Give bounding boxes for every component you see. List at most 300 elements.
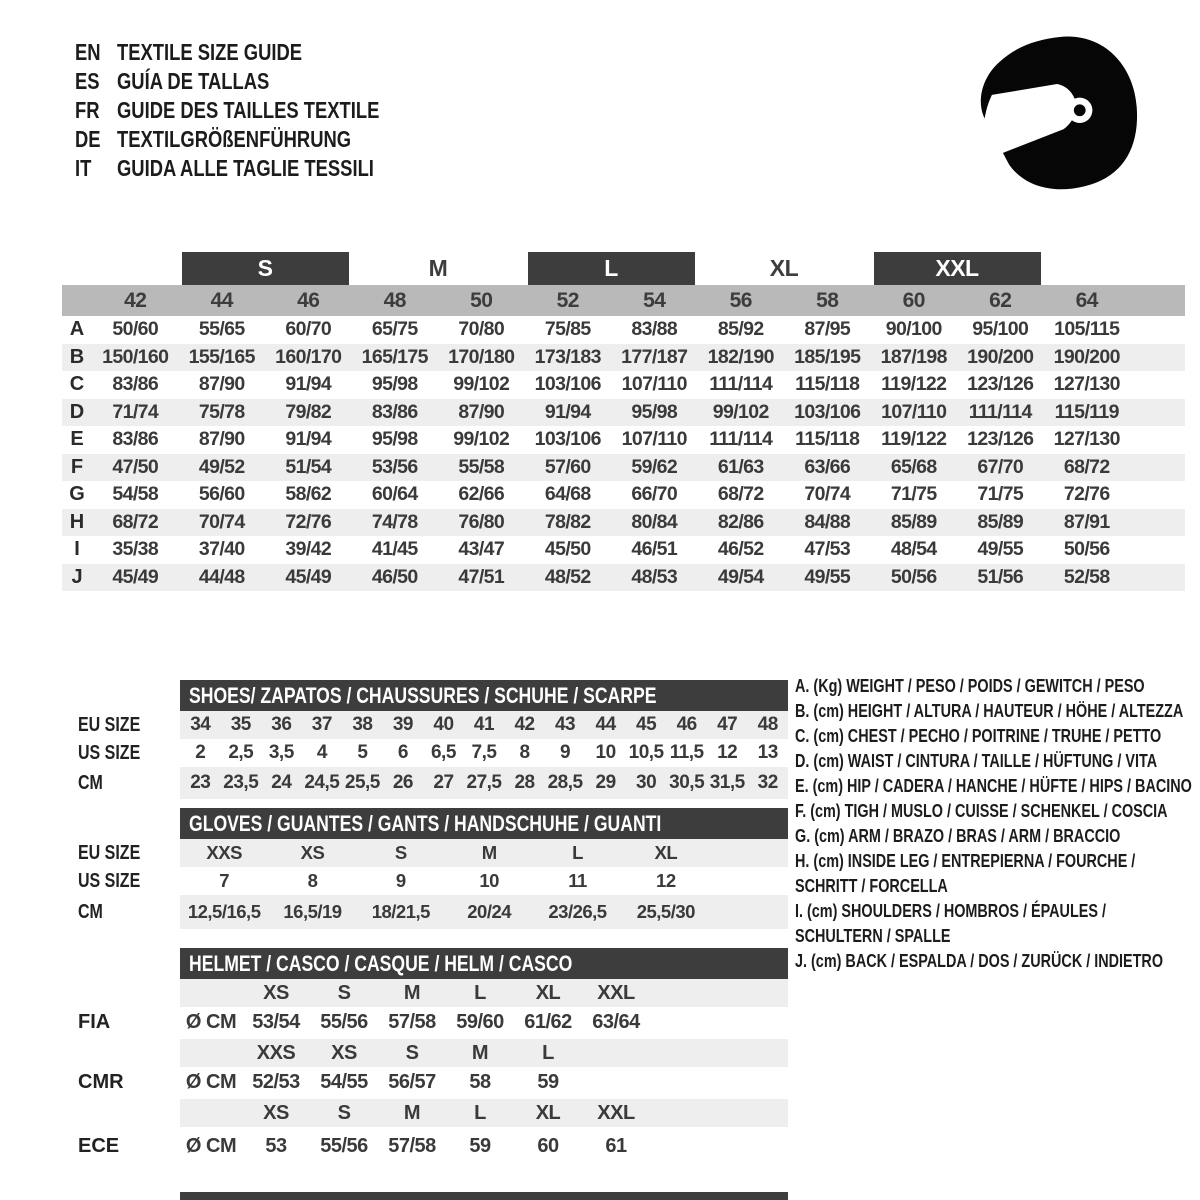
numeric-size-band [62, 285, 1185, 316]
table-row-us-size [180, 739, 788, 767]
size-cell: 52/58 [1063, 565, 1110, 588]
helmet-value-cells [180, 1007, 788, 1037]
shoes-section-header [180, 680, 788, 711]
size-cell: 95/100 [972, 318, 1029, 341]
legend-line-text: G. (cm) ARM / BRAZO / BRAS / ARM / BRACCIO [795, 826, 1121, 846]
size-cell: 37/40 [198, 538, 245, 561]
size-cell: 48/54 [890, 538, 937, 561]
size-cell: 54/58 [112, 483, 159, 506]
size-cell: 85/89 [977, 510, 1024, 533]
value-cell: 20/24 [467, 901, 512, 922]
helmet-size-label: S [405, 1041, 419, 1064]
size-cell: 99/102 [453, 373, 510, 396]
size-row-g [62, 481, 1185, 509]
legend-line [795, 724, 1200, 749]
size-cell: 75/78 [198, 400, 245, 423]
size-cell: 49/55 [977, 538, 1024, 561]
value-cell: XL [654, 842, 678, 863]
size-cell: 65/75 [371, 318, 418, 341]
size-row-label: G [69, 483, 85, 506]
size-cell: 190/200 [1053, 345, 1120, 368]
value-cell: 41 [473, 714, 495, 735]
language-row [75, 67, 445, 96]
size-cell: 185/195 [794, 345, 861, 368]
size-cell: 72/76 [285, 510, 332, 533]
language-row [75, 154, 445, 183]
size-cell: 115/119 [1054, 400, 1119, 423]
helmet-value-cell: 61 [605, 1134, 627, 1157]
helmet-size-label: L [474, 981, 486, 1004]
size-cell: 59/62 [631, 455, 678, 478]
value-cell: XXS [206, 842, 242, 863]
helmet-value-cell: 56/57 [388, 1070, 436, 1093]
language-title [117, 39, 348, 66]
legend-item-j [795, 949, 1200, 974]
legend-line-text: C. (cm) CHEST / PECHO / POITRINE / TRUHE / PETTO [795, 726, 1162, 746]
size-row-c [62, 371, 1185, 399]
value-cell: 23/26,5 [548, 901, 607, 922]
helmet-size-label: XS [263, 1101, 289, 1124]
language-title-text: TEXTILE SIZE GUIDE [117, 39, 303, 65]
size-cell: 63/66 [804, 455, 851, 478]
language-code-text: IT [75, 155, 92, 181]
helmet-size-band-cmr [180, 1039, 788, 1067]
size-row-label: E [70, 428, 84, 451]
size-cell: 67/70 [977, 455, 1024, 478]
size-cell: 70/74 [198, 510, 245, 533]
helmet-size-label: L [542, 1041, 554, 1064]
table-row-eu-size [180, 711, 788, 739]
size-cell: 50/60 [112, 318, 159, 341]
legend-item-b [795, 699, 1200, 724]
size-cell: 47/51 [458, 565, 505, 588]
value-cell: 6,5 [430, 742, 456, 763]
legend-line [795, 774, 1200, 799]
size-row-label: J [71, 565, 83, 588]
helmet-value-cell: 57/58 [388, 1134, 436, 1157]
size-cell: 56/60 [198, 483, 245, 506]
size-cell: 85/92 [717, 318, 764, 341]
row-cells [180, 739, 788, 767]
size-cell: 39/42 [285, 538, 332, 561]
value-cell: 9 [395, 870, 406, 891]
size-cell: 80/84 [631, 510, 678, 533]
helmet-size-label: XXL [597, 1101, 635, 1124]
value-cell: 38 [352, 714, 373, 735]
language-code [75, 68, 117, 95]
diameter-unit-label: Ø CM [185, 1134, 237, 1157]
legend-line [795, 949, 1200, 974]
helmet-band-cells [180, 979, 788, 1007]
value-cell: 2 [195, 742, 206, 763]
size-cell: 49/55 [804, 565, 851, 588]
row-label-cm [78, 895, 109, 929]
size-cell: 84/88 [804, 510, 851, 533]
size-cell: 68/72 [112, 510, 159, 533]
size-cell: 49/54 [717, 565, 764, 588]
shoes-section-title: SHOES/ ZAPATOS / CHAUSSURES / SCHUHE / SCARPE [189, 682, 657, 708]
legend-item-c [795, 724, 1200, 749]
size-cell: 68/72 [1063, 455, 1110, 478]
size-row-d [62, 399, 1185, 427]
value-cell: 26 [392, 772, 413, 793]
size-group-s: S [182, 252, 349, 285]
value-cell: 24,5 [304, 772, 340, 793]
legend-line [795, 799, 1200, 824]
size-cell: 71/75 [977, 483, 1024, 506]
legend-item-h [795, 849, 1200, 899]
language-title [117, 155, 438, 182]
value-cell: 5 [357, 742, 368, 763]
legend-item-f [795, 799, 1200, 824]
helmet-size-label: XXL [597, 981, 635, 1004]
row-cells [180, 867, 710, 895]
size-cell: 45/50 [544, 538, 591, 561]
size-cell: 87/91 [1063, 510, 1110, 533]
size-cell: 103/106 [794, 400, 861, 423]
size-cell: 91/94 [285, 428, 332, 451]
language-code [75, 39, 117, 66]
legend-line [795, 749, 1200, 774]
value-cell: 29 [595, 772, 616, 793]
size-row-e [62, 426, 1185, 454]
language-title-text: GUÍA DE TALLAS [117, 68, 270, 94]
value-cell: 28 [514, 772, 535, 793]
helmet-section-title: HELMET / CASCO / CASQUE / HELM / CASCO [189, 950, 573, 976]
standard-label-fia: FIA [78, 1010, 111, 1033]
value-cell: 43 [554, 714, 576, 735]
size-cell: 60/70 [285, 318, 332, 341]
value-cell: 6 [397, 742, 408, 763]
numeric-size-48: 48 [383, 288, 406, 312]
value-cell: 39 [392, 714, 413, 735]
numeric-size-46: 46 [297, 288, 320, 312]
helmet-size-label: S [337, 1101, 351, 1124]
size-cell: 72/76 [1063, 483, 1110, 506]
helmet-size-band-ece [180, 1099, 788, 1127]
legend-line-text: J. (cm) BACK / ESPALDA / DOS / ZURÜCK / INDIETRO [795, 951, 1164, 971]
helmet-value-cell: 55/56 [320, 1010, 368, 1033]
value-cell: 46 [676, 714, 697, 735]
language-row [75, 38, 445, 67]
size-cell: 79/82 [285, 400, 332, 423]
row-label-text: CM [78, 771, 103, 794]
helmet-value-cell: 54/55 [320, 1070, 368, 1093]
size-cell: 107/110 [881, 400, 947, 423]
size-row-label: H [69, 510, 85, 533]
value-cell: 35 [230, 714, 251, 735]
size-cell: 68/72 [717, 483, 764, 506]
size-cell: 43/47 [458, 538, 505, 561]
size-cell: 48/52 [544, 565, 591, 588]
value-cell: 23,5 [223, 772, 259, 793]
size-row-label: I [74, 538, 80, 561]
row-label-text: US SIZE [78, 869, 141, 892]
size-cell: 44/48 [198, 565, 245, 588]
size-cell: 170/180 [448, 345, 515, 368]
size-cell: 127/130 [1053, 373, 1120, 396]
value-cell: 2,5 [228, 742, 254, 763]
helmet-size-band-fia [180, 979, 788, 1007]
numeric-band-spacer [62, 285, 92, 316]
size-cell: 46/50 [371, 565, 418, 588]
legend-line [795, 849, 1200, 874]
helmet-value-cell: 53/54 [252, 1010, 300, 1033]
size-row-a [62, 316, 1185, 344]
value-cell: 7,5 [471, 742, 497, 763]
numeric-size-50: 50 [470, 288, 493, 312]
size-cell: 90/100 [885, 318, 942, 341]
size-row-label: F [70, 455, 84, 478]
legend-item-d [795, 749, 1200, 774]
size-cell: 103/106 [534, 428, 601, 451]
size-row-label: D [69, 400, 85, 423]
size-cell: 83/88 [631, 318, 678, 341]
value-cell: 10 [595, 742, 616, 763]
table-row-us-size [180, 867, 788, 895]
value-cell: 18/21,5 [371, 901, 430, 922]
size-cell: 71/74 [112, 400, 159, 423]
size-cell: 105/115 [1054, 318, 1120, 341]
size-cell: 173/183 [534, 345, 601, 368]
value-cell: 13 [757, 742, 778, 763]
table-row-cm [180, 767, 788, 799]
size-cell: 95/98 [631, 400, 678, 423]
language-title-list [75, 38, 445, 183]
language-code [75, 97, 117, 124]
legend-line-text: D. (cm) WAIST / CINTURA / TAILLE / HÜFTUNG / VITA [795, 751, 1158, 771]
size-cell: 103/106 [534, 373, 601, 396]
helmet-value-cell: 52/53 [252, 1070, 300, 1093]
value-cell: 27,5 [466, 772, 502, 793]
language-title-text: GUIDE DES TAILLES TEXTILE [117, 97, 380, 123]
size-cell: 74/78 [371, 510, 418, 533]
value-cell: 32 [757, 772, 778, 793]
legend-line-text: H. (cm) INSIDE LEG / ENTREPIERNA / FOURCHE / [795, 851, 1136, 871]
legend-line [795, 924, 1200, 949]
size-cell: 127/130 [1053, 428, 1120, 451]
measurement-legend [795, 674, 1200, 974]
diameter-unit-label: Ø CM [185, 1070, 237, 1093]
legend-item-g [795, 824, 1200, 849]
size-row-label: A [69, 318, 85, 341]
value-cell: 3,5 [268, 742, 294, 763]
legend-line [795, 824, 1200, 849]
diameter-unit-label: Ø CM [185, 1010, 237, 1033]
value-cell: XS [300, 842, 325, 863]
helmet-values-ece [180, 1131, 788, 1161]
unit-spacer [180, 1099, 242, 1127]
size-cell: 53/56 [371, 455, 418, 478]
size-row-f [62, 454, 1185, 482]
table-row-cm [180, 895, 788, 929]
size-cell: 177/187 [621, 345, 688, 368]
size-cell: 150/160 [102, 345, 169, 368]
size-cell: 76/80 [458, 510, 505, 533]
size-cell: 87/90 [458, 400, 505, 423]
size-cell: 61/63 [717, 455, 764, 478]
value-cell: 12,5/16,5 [187, 901, 261, 922]
language-title-text: GUIDA ALLE TAGLIE TESSILI [117, 155, 374, 181]
size-cell: 83/86 [112, 373, 159, 396]
size-cell: 50/56 [890, 565, 937, 588]
value-cell: 25,5 [344, 772, 380, 793]
numeric-size-56: 56 [729, 288, 752, 312]
size-cell: 95/98 [371, 428, 418, 451]
legend-line [795, 874, 1200, 899]
row-cells [180, 895, 710, 929]
standard-label-ece: ECE [78, 1134, 120, 1157]
helmet-value-cells [180, 1067, 788, 1097]
size-cell: 75/85 [544, 318, 591, 341]
numeric-size-44: 44 [210, 288, 233, 312]
size-cell: 123/126 [967, 428, 1034, 451]
helmet-band-cells [180, 1099, 788, 1127]
helmet-size-label: XL [535, 1101, 561, 1124]
size-cell: 111/114 [709, 428, 773, 451]
size-group-m: M [428, 255, 448, 281]
gloves-section-title: GLOVES / GUANTES / GANTS / HANDSCHUHE / GUANTI [189, 810, 662, 836]
language-title [117, 126, 410, 153]
size-cell: 71/75 [890, 483, 937, 506]
language-row [75, 96, 445, 125]
language-row [75, 125, 445, 154]
value-cell: 27 [433, 772, 454, 793]
helmet-value-cell: 63/64 [592, 1010, 640, 1033]
size-row-h [62, 509, 1185, 537]
numeric-size-52: 52 [556, 288, 579, 312]
legend-item-i [795, 899, 1200, 949]
row-cells [180, 767, 788, 799]
helmet-value-cell: 59 [537, 1070, 559, 1093]
value-cell: 10,5 [628, 742, 664, 763]
value-cell: 28,5 [547, 772, 583, 793]
size-cell: 58/62 [285, 483, 332, 506]
size-cell: 55/58 [458, 455, 505, 478]
numeric-size-64: 64 [1075, 288, 1098, 312]
size-cell: 47/50 [112, 455, 159, 478]
legend-line-text: SCHULTERN / SPALLE [795, 926, 951, 946]
legend-line-text: E. (cm) HIP / CADERA / HANCHE / HÜFTE / HIPS / BACINO [795, 776, 1192, 796]
size-cell: 107/110 [621, 428, 687, 451]
value-cell: 47 [717, 714, 738, 735]
size-cell: 47/53 [804, 538, 851, 561]
language-title [117, 97, 445, 124]
language-title [117, 68, 307, 95]
legend-line [795, 899, 1200, 924]
size-cell: 50/56 [1063, 538, 1110, 561]
helmet-value-cell: 59/60 [456, 1010, 504, 1033]
row-label-us-size [78, 867, 156, 895]
size-cell: 46/52 [717, 538, 764, 561]
helmet-size-label: XS [331, 1041, 357, 1064]
value-cell: 25,5/30 [636, 901, 695, 922]
size-row-i [62, 536, 1185, 564]
numeric-size-42: 42 [124, 288, 147, 312]
language-title-text: TEXTILGRÖßENFÜHRUNG [117, 126, 352, 152]
value-cell: 23 [190, 772, 211, 793]
size-cell: 57/60 [544, 455, 591, 478]
helmet-value-cell: 61/62 [524, 1010, 572, 1033]
size-cell: 182/190 [707, 345, 774, 368]
size-cell: 82/86 [717, 510, 764, 533]
numeric-size-60: 60 [902, 288, 925, 312]
size-cell: 115/118 [795, 373, 860, 396]
size-cell: 55/65 [198, 318, 245, 341]
size-group-l: L [528, 252, 695, 285]
legend-line-text: F. (cm) TIGH / MUSLO / CUISSE / SCHENKEL / COSCIA [795, 801, 1168, 821]
helmet-size-label: M [403, 981, 421, 1004]
value-cell: 16,5/19 [283, 901, 342, 922]
size-row-label: B [69, 345, 85, 368]
size-cell: 119/122 [881, 428, 947, 451]
size-cell: 91/94 [285, 373, 332, 396]
size-cell: 35/38 [112, 538, 159, 561]
helmet-value-cell: 60 [537, 1134, 559, 1157]
cutoff-section-bar [180, 1192, 788, 1200]
size-cell: 78/82 [544, 510, 591, 533]
value-cell: 31,5 [709, 772, 745, 793]
size-row-j [62, 564, 1185, 592]
legend-item-e [795, 774, 1200, 799]
language-code-text: ES [75, 68, 100, 94]
numeric-size-58: 58 [816, 288, 839, 312]
helmet-values-fia [180, 1007, 788, 1037]
helmet-size-label: L [474, 1101, 486, 1124]
language-code-text: EN [75, 39, 101, 65]
value-cell: 12 [656, 870, 676, 891]
size-group-xl: XL [769, 255, 799, 281]
row-label-text: EU SIZE [78, 841, 141, 864]
size-cell: 62/66 [458, 483, 505, 506]
value-cell: 10 [479, 870, 499, 891]
size-cell: 65/68 [890, 455, 937, 478]
size-cell: 95/98 [371, 373, 418, 396]
size-cell: 107/110 [621, 373, 687, 396]
language-code-text: FR [75, 97, 100, 123]
row-label-eu-size [78, 711, 156, 739]
value-cell: M [481, 842, 497, 863]
table-row-eu-size [180, 839, 788, 867]
value-cell: 24 [271, 772, 292, 793]
value-cell: 30 [636, 772, 657, 793]
size-cell: 160/170 [275, 345, 342, 368]
size-cell: 123/126 [967, 373, 1034, 396]
helmet-value-cell: 59 [469, 1134, 491, 1157]
size-cell: 111/114 [709, 373, 773, 396]
value-cell: 7 [219, 870, 230, 891]
size-cell: 49/52 [198, 455, 245, 478]
value-cell: S [394, 842, 407, 863]
value-cell: 40 [433, 714, 454, 735]
value-cell: 34 [190, 714, 211, 735]
size-cell: 83/86 [112, 428, 159, 451]
racing-helmet-icon [972, 28, 1144, 198]
legend-line-text: A. (Kg) WEIGHT / PESO / POIDS / GEWITCH / PESO [795, 676, 1145, 696]
size-cell: 46/51 [631, 538, 678, 561]
helmet-value-cells [180, 1131, 788, 1161]
helmet-band-cells [180, 1039, 788, 1067]
size-cell: 48/53 [631, 565, 678, 588]
size-table-body [62, 316, 1185, 591]
helmet-value-cell: 53 [265, 1134, 287, 1157]
legend-line [795, 674, 1200, 699]
size-cell: 91/94 [544, 400, 591, 423]
size-cell: 64/68 [544, 483, 591, 506]
numeric-size-54: 54 [643, 288, 666, 312]
size-group-band [62, 252, 1185, 285]
size-cell: 41/45 [371, 538, 418, 561]
